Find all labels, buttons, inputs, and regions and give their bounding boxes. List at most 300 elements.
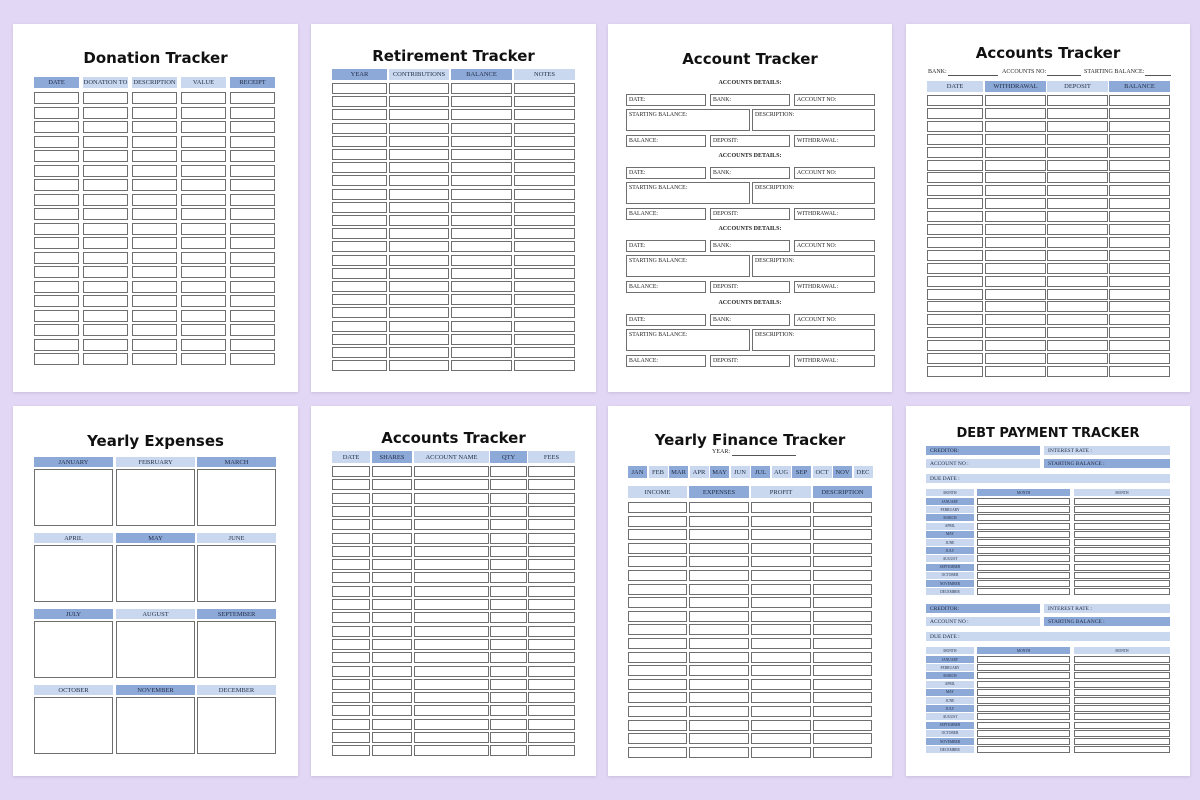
table-cell[interactable] xyxy=(1109,121,1170,132)
table-cell[interactable] xyxy=(332,215,387,226)
table-cell[interactable] xyxy=(490,612,527,623)
table-cell[interactable] xyxy=(1047,289,1108,300)
table-cell[interactable] xyxy=(132,252,177,264)
table-cell[interactable] xyxy=(83,324,128,336)
payment-cell[interactable] xyxy=(1074,738,1170,745)
table-cell[interactable] xyxy=(389,149,449,160)
table-cell[interactable] xyxy=(230,310,275,322)
table-cell[interactable] xyxy=(628,516,687,527)
table-cell[interactable] xyxy=(1047,134,1108,145)
table-cell[interactable] xyxy=(34,295,79,307)
table-cell[interactable] xyxy=(83,223,128,235)
table-cell[interactable] xyxy=(230,266,275,278)
payment-cell[interactable] xyxy=(977,588,1070,595)
table-cell[interactable] xyxy=(985,108,1046,119)
table-cell[interactable] xyxy=(528,479,575,490)
table-cell[interactable] xyxy=(230,353,275,365)
month-box[interactable] xyxy=(116,697,195,754)
table-cell[interactable] xyxy=(751,747,811,758)
account-no-field[interactable]: ACCOUNT NO: xyxy=(794,240,875,252)
table-cell[interactable] xyxy=(1109,250,1170,261)
table-cell[interactable] xyxy=(1047,250,1108,261)
table-cell[interactable] xyxy=(1047,108,1108,119)
table-cell[interactable] xyxy=(181,237,226,249)
table-cell[interactable] xyxy=(751,652,811,663)
table-cell[interactable] xyxy=(1109,224,1170,235)
table-cell[interactable] xyxy=(813,529,872,540)
table-cell[interactable] xyxy=(451,149,512,160)
date-field[interactable]: DATE: xyxy=(626,94,706,106)
table-cell[interactable] xyxy=(985,276,1046,287)
table-cell[interactable] xyxy=(132,266,177,278)
table-cell[interactable] xyxy=(689,543,749,554)
table-cell[interactable] xyxy=(83,310,128,322)
table-cell[interactable] xyxy=(372,732,412,743)
table-cell[interactable] xyxy=(628,543,687,554)
table-cell[interactable] xyxy=(230,194,275,206)
table-cell[interactable] xyxy=(514,228,575,239)
table-cell[interactable] xyxy=(927,366,983,377)
table-cell[interactable] xyxy=(34,281,79,293)
table-cell[interactable] xyxy=(927,224,983,235)
table-cell[interactable] xyxy=(985,95,1046,106)
table-cell[interactable] xyxy=(414,692,489,703)
table-cell[interactable] xyxy=(751,556,811,567)
table-cell[interactable] xyxy=(985,366,1046,377)
payment-cell[interactable] xyxy=(977,523,1070,530)
payment-cell[interactable] xyxy=(977,547,1070,554)
table-cell[interactable] xyxy=(34,353,79,365)
payment-cell[interactable] xyxy=(1074,746,1170,753)
table-cell[interactable] xyxy=(332,705,370,716)
table-cell[interactable] xyxy=(927,340,983,351)
date-field[interactable]: DATE: xyxy=(626,314,706,326)
table-cell[interactable] xyxy=(528,666,575,677)
table-cell[interactable] xyxy=(132,150,177,162)
table-cell[interactable] xyxy=(414,586,489,597)
table-cell[interactable] xyxy=(528,533,575,544)
description-field[interactable]: DESCRIPTION: xyxy=(752,182,875,204)
table-cell[interactable] xyxy=(985,172,1046,183)
table-cell[interactable] xyxy=(490,546,527,557)
table-cell[interactable] xyxy=(490,679,527,690)
table-cell[interactable] xyxy=(332,666,370,677)
payment-cell[interactable] xyxy=(1074,555,1170,562)
table-cell[interactable] xyxy=(985,198,1046,209)
table-cell[interactable] xyxy=(332,123,387,134)
table-cell[interactable] xyxy=(34,208,79,220)
table-cell[interactable] xyxy=(132,353,177,365)
table-cell[interactable] xyxy=(332,162,387,173)
table-cell[interactable] xyxy=(372,506,412,517)
table-cell[interactable] xyxy=(332,83,387,94)
table-cell[interactable] xyxy=(528,586,575,597)
table-cell[interactable] xyxy=(1109,276,1170,287)
table-cell[interactable] xyxy=(372,705,412,716)
table-cell[interactable] xyxy=(490,466,527,477)
table-cell[interactable] xyxy=(514,294,575,305)
payment-cell[interactable] xyxy=(977,580,1070,587)
table-cell[interactable] xyxy=(332,493,370,504)
table-cell[interactable] xyxy=(528,572,575,583)
table-cell[interactable] xyxy=(230,295,275,307)
date-field[interactable]: DATE: xyxy=(626,167,706,179)
table-cell[interactable] xyxy=(332,652,370,663)
table-cell[interactable] xyxy=(34,165,79,177)
table-cell[interactable] xyxy=(927,95,983,106)
table-cell[interactable] xyxy=(372,626,412,637)
table-cell[interactable] xyxy=(490,506,527,517)
table-cell[interactable] xyxy=(1047,263,1108,274)
table-cell[interactable] xyxy=(332,519,370,530)
table-cell[interactable] xyxy=(332,294,387,305)
table-cell[interactable] xyxy=(34,252,79,264)
table-cell[interactable] xyxy=(83,136,128,148)
table-cell[interactable] xyxy=(985,134,1046,145)
table-cell[interactable] xyxy=(372,719,412,730)
table-cell[interactable] xyxy=(689,665,749,676)
table-cell[interactable] xyxy=(389,334,449,345)
table-cell[interactable] xyxy=(927,353,983,364)
month-box[interactable] xyxy=(197,697,276,754)
table-cell[interactable] xyxy=(332,692,370,703)
table-cell[interactable] xyxy=(389,189,449,200)
table-cell[interactable] xyxy=(751,733,811,744)
table-cell[interactable] xyxy=(389,294,449,305)
table-cell[interactable] xyxy=(414,559,489,570)
table-cell[interactable] xyxy=(689,638,749,649)
table-cell[interactable] xyxy=(689,733,749,744)
table-cell[interactable] xyxy=(389,255,449,266)
table-cell[interactable] xyxy=(751,706,811,717)
table-cell[interactable] xyxy=(451,307,512,318)
table-cell[interactable] xyxy=(514,307,575,318)
table-cell[interactable] xyxy=(34,339,79,351)
table-cell[interactable] xyxy=(490,652,527,663)
payment-cell[interactable] xyxy=(1074,506,1170,513)
table-cell[interactable] xyxy=(1109,263,1170,274)
table-cell[interactable] xyxy=(451,136,512,147)
table-cell[interactable] xyxy=(451,241,512,252)
table-cell[interactable] xyxy=(181,310,226,322)
table-cell[interactable] xyxy=(751,570,811,581)
table-cell[interactable] xyxy=(689,611,749,622)
table-cell[interactable] xyxy=(985,340,1046,351)
table-cell[interactable] xyxy=(372,652,412,663)
payment-cell[interactable] xyxy=(977,531,1070,538)
table-cell[interactable] xyxy=(528,506,575,517)
table-cell[interactable] xyxy=(985,211,1046,222)
table-cell[interactable] xyxy=(628,624,687,635)
payment-cell[interactable] xyxy=(977,738,1070,745)
payment-cell[interactable] xyxy=(977,730,1070,737)
month-box[interactable] xyxy=(34,697,113,754)
table-cell[interactable] xyxy=(628,638,687,649)
bank-field[interactable]: BANK: xyxy=(710,94,790,106)
table-cell[interactable] xyxy=(389,202,449,213)
table-cell[interactable] xyxy=(34,179,79,191)
table-cell[interactable] xyxy=(628,720,687,731)
table-cell[interactable] xyxy=(927,108,983,119)
table-cell[interactable] xyxy=(332,321,387,332)
table-cell[interactable] xyxy=(34,136,79,148)
table-cell[interactable] xyxy=(1047,211,1108,222)
table-cell[interactable] xyxy=(34,223,79,235)
table-cell[interactable] xyxy=(83,281,128,293)
table-cell[interactable] xyxy=(181,281,226,293)
payment-cell[interactable] xyxy=(977,555,1070,562)
table-cell[interactable] xyxy=(389,83,449,94)
table-cell[interactable] xyxy=(514,241,575,252)
table-cell[interactable] xyxy=(451,294,512,305)
bank-field[interactable]: BANK: xyxy=(710,314,790,326)
payment-cell[interactable] xyxy=(977,664,1070,671)
table-cell[interactable] xyxy=(628,692,687,703)
table-cell[interactable] xyxy=(689,502,749,513)
table-cell[interactable] xyxy=(389,109,449,120)
account-no-field[interactable]: ACCOUNT NO: xyxy=(794,167,875,179)
table-cell[interactable] xyxy=(1109,172,1170,183)
table-cell[interactable] xyxy=(813,624,872,635)
table-cell[interactable] xyxy=(389,360,449,371)
table-cell[interactable] xyxy=(514,189,575,200)
table-cell[interactable] xyxy=(1109,289,1170,300)
table-cell[interactable] xyxy=(927,327,983,338)
table-cell[interactable] xyxy=(514,321,575,332)
payment-cell[interactable] xyxy=(1074,705,1170,712)
table-cell[interactable] xyxy=(132,310,177,322)
payment-cell[interactable] xyxy=(977,681,1070,688)
table-cell[interactable] xyxy=(181,223,226,235)
table-cell[interactable] xyxy=(332,189,387,200)
payment-cell[interactable] xyxy=(1074,514,1170,521)
balance-field[interactable]: BALANCE: xyxy=(626,355,706,367)
table-cell[interactable] xyxy=(332,732,370,743)
table-cell[interactable] xyxy=(372,679,412,690)
month-box[interactable] xyxy=(116,621,195,678)
table-cell[interactable] xyxy=(83,208,128,220)
table-cell[interactable] xyxy=(490,559,527,570)
table-cell[interactable] xyxy=(1109,147,1170,158)
table-cell[interactable] xyxy=(34,237,79,249)
table-cell[interactable] xyxy=(985,224,1046,235)
table-cell[interactable] xyxy=(181,252,226,264)
payment-cell[interactable] xyxy=(1074,580,1170,587)
table-cell[interactable] xyxy=(628,733,687,744)
deposit-field[interactable]: DEPOSIT: xyxy=(710,135,790,147)
table-cell[interactable] xyxy=(230,107,275,119)
table-cell[interactable] xyxy=(181,107,226,119)
table-cell[interactable] xyxy=(490,533,527,544)
table-cell[interactable] xyxy=(34,107,79,119)
table-cell[interactable] xyxy=(132,165,177,177)
table-cell[interactable] xyxy=(528,705,575,716)
table-cell[interactable] xyxy=(689,516,749,527)
table-cell[interactable] xyxy=(230,165,275,177)
table-cell[interactable] xyxy=(414,519,489,530)
table-cell[interactable] xyxy=(451,334,512,345)
table-cell[interactable] xyxy=(332,109,387,120)
table-cell[interactable] xyxy=(813,556,872,567)
table-cell[interactable] xyxy=(332,572,370,583)
table-cell[interactable] xyxy=(689,747,749,758)
table-cell[interactable] xyxy=(181,165,226,177)
table-cell[interactable] xyxy=(528,559,575,570)
payment-cell[interactable] xyxy=(1074,656,1170,663)
table-cell[interactable] xyxy=(751,624,811,635)
table-cell[interactable] xyxy=(414,466,489,477)
table-cell[interactable] xyxy=(927,276,983,287)
table-cell[interactable] xyxy=(83,353,128,365)
table-cell[interactable] xyxy=(751,720,811,731)
table-cell[interactable] xyxy=(528,493,575,504)
table-cell[interactable] xyxy=(83,252,128,264)
table-cell[interactable] xyxy=(514,255,575,266)
starting-balance-field[interactable]: STARTING BALANCE: xyxy=(626,329,750,351)
payment-cell[interactable] xyxy=(1074,672,1170,679)
table-cell[interactable] xyxy=(927,250,983,261)
table-cell[interactable] xyxy=(927,237,983,248)
table-cell[interactable] xyxy=(927,211,983,222)
table-cell[interactable] xyxy=(372,666,412,677)
table-cell[interactable] xyxy=(985,353,1046,364)
table-cell[interactable] xyxy=(230,252,275,264)
table-cell[interactable] xyxy=(372,612,412,623)
withdrawal-field[interactable]: WITHDRAWAL: xyxy=(794,355,875,367)
table-cell[interactable] xyxy=(1047,366,1108,377)
table-cell[interactable] xyxy=(332,745,370,756)
table-cell[interactable] xyxy=(689,584,749,595)
table-cell[interactable] xyxy=(414,612,489,623)
balance-field[interactable]: BALANCE: xyxy=(626,281,706,293)
table-cell[interactable] xyxy=(813,747,872,758)
table-cell[interactable] xyxy=(34,266,79,278)
table-cell[interactable] xyxy=(181,136,226,148)
table-cell[interactable] xyxy=(332,175,387,186)
table-cell[interactable] xyxy=(414,572,489,583)
table-cell[interactable] xyxy=(813,611,872,622)
table-cell[interactable] xyxy=(181,121,226,133)
table-cell[interactable] xyxy=(1109,211,1170,222)
table-cell[interactable] xyxy=(83,121,128,133)
table-cell[interactable] xyxy=(528,732,575,743)
table-cell[interactable] xyxy=(514,175,575,186)
table-cell[interactable] xyxy=(813,502,872,513)
table-cell[interactable] xyxy=(332,466,370,477)
table-cell[interactable] xyxy=(332,546,370,557)
table-cell[interactable] xyxy=(34,150,79,162)
table-cell[interactable] xyxy=(751,584,811,595)
table-cell[interactable] xyxy=(927,289,983,300)
table-cell[interactable] xyxy=(689,679,749,690)
table-cell[interactable] xyxy=(230,324,275,336)
table-cell[interactable] xyxy=(181,295,226,307)
table-cell[interactable] xyxy=(181,339,226,351)
table-cell[interactable] xyxy=(332,533,370,544)
table-cell[interactable] xyxy=(813,584,872,595)
table-cell[interactable] xyxy=(451,255,512,266)
table-cell[interactable] xyxy=(751,516,811,527)
account-no-field[interactable]: ACCOUNT NO: xyxy=(794,94,875,106)
table-cell[interactable] xyxy=(689,529,749,540)
payment-cell[interactable] xyxy=(977,656,1070,663)
table-cell[interactable] xyxy=(332,202,387,213)
table-cell[interactable] xyxy=(927,263,983,274)
table-cell[interactable] xyxy=(451,109,512,120)
table-cell[interactable] xyxy=(985,314,1046,325)
table-cell[interactable] xyxy=(628,570,687,581)
table-cell[interactable] xyxy=(490,519,527,530)
table-cell[interactable] xyxy=(514,83,575,94)
table-cell[interactable] xyxy=(389,136,449,147)
table-cell[interactable] xyxy=(813,692,872,703)
payment-cell[interactable] xyxy=(977,746,1070,753)
table-cell[interactable] xyxy=(414,493,489,504)
table-cell[interactable] xyxy=(332,307,387,318)
table-cell[interactable] xyxy=(528,466,575,477)
table-cell[interactable] xyxy=(490,719,527,730)
table-cell[interactable] xyxy=(1047,237,1108,248)
payment-cell[interactable] xyxy=(1074,713,1170,720)
table-cell[interactable] xyxy=(181,179,226,191)
table-cell[interactable] xyxy=(230,237,275,249)
table-cell[interactable] xyxy=(181,194,226,206)
table-cell[interactable] xyxy=(514,347,575,358)
table-cell[interactable] xyxy=(83,92,128,104)
payment-cell[interactable] xyxy=(1074,689,1170,696)
payment-cell[interactable] xyxy=(1074,681,1170,688)
table-cell[interactable] xyxy=(528,745,575,756)
table-cell[interactable] xyxy=(372,559,412,570)
table-cell[interactable] xyxy=(451,175,512,186)
table-cell[interactable] xyxy=(751,665,811,676)
table-cell[interactable] xyxy=(332,96,387,107)
table-cell[interactable] xyxy=(332,281,387,292)
payment-cell[interactable] xyxy=(977,498,1070,505)
table-cell[interactable] xyxy=(751,543,811,554)
table-cell[interactable] xyxy=(751,679,811,690)
table-cell[interactable] xyxy=(689,706,749,717)
table-cell[interactable] xyxy=(490,639,527,650)
payment-cell[interactable] xyxy=(977,506,1070,513)
table-cell[interactable] xyxy=(414,479,489,490)
table-cell[interactable] xyxy=(451,83,512,94)
table-cell[interactable] xyxy=(83,165,128,177)
table-cell[interactable] xyxy=(1109,134,1170,145)
table-cell[interactable] xyxy=(389,241,449,252)
starting-balance-field[interactable]: STARTING BALANCE: xyxy=(626,109,750,131)
table-cell[interactable] xyxy=(1109,366,1170,377)
payment-cell[interactable] xyxy=(1074,523,1170,530)
table-cell[interactable] xyxy=(34,92,79,104)
table-cell[interactable] xyxy=(132,208,177,220)
table-cell[interactable] xyxy=(83,339,128,351)
table-cell[interactable] xyxy=(34,121,79,133)
table-cell[interactable] xyxy=(1047,172,1108,183)
table-cell[interactable] xyxy=(813,665,872,676)
table-cell[interactable] xyxy=(1047,353,1108,364)
table-cell[interactable] xyxy=(490,493,527,504)
table-cell[interactable] xyxy=(181,266,226,278)
table-cell[interactable] xyxy=(34,194,79,206)
payment-cell[interactable] xyxy=(1074,730,1170,737)
table-cell[interactable] xyxy=(332,719,370,730)
table-cell[interactable] xyxy=(628,597,687,608)
table-cell[interactable] xyxy=(514,360,575,371)
deposit-field[interactable]: DEPOSIT: xyxy=(710,208,790,220)
table-cell[interactable] xyxy=(689,624,749,635)
table-cell[interactable] xyxy=(83,295,128,307)
